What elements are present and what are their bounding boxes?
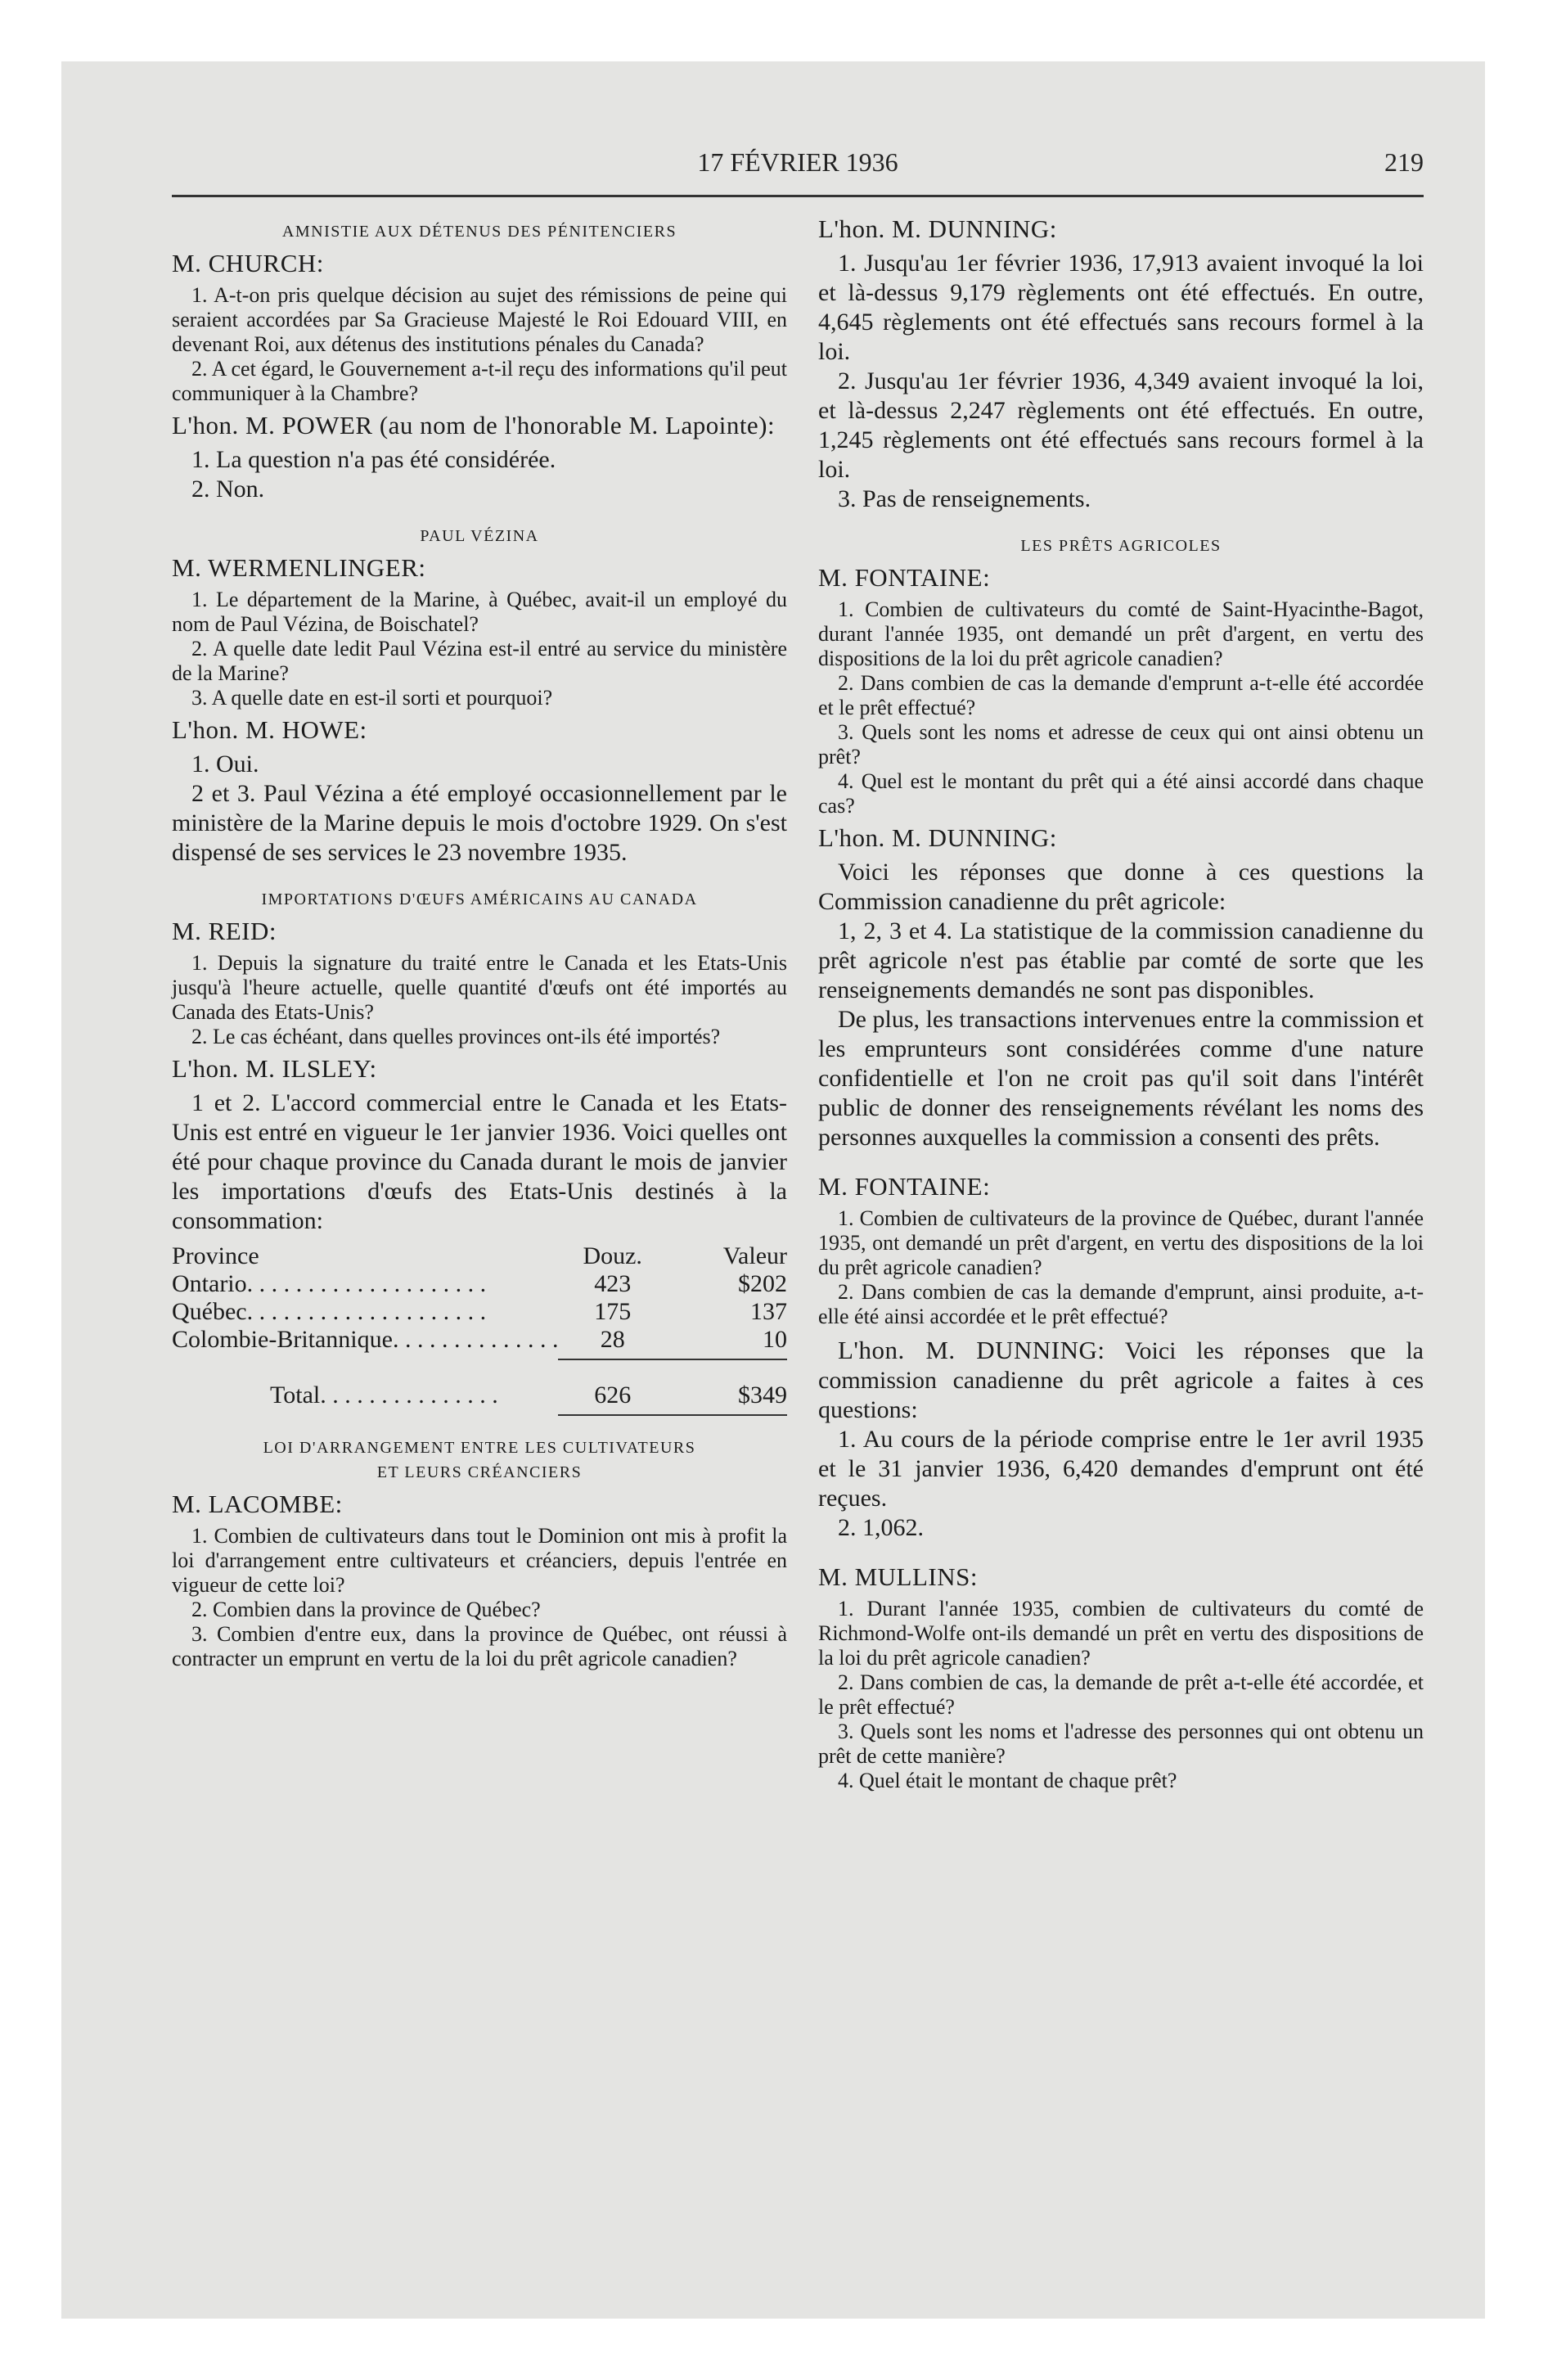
question: 2. Dans combien de cas la demande d'emprunt a-t-elle été accordée et le prêt effectué? [818, 671, 1424, 719]
answer-speaker: L'hon. M. ILSLEY: [172, 1054, 377, 1083]
table-total-row: Total. . . . . . . . . . . . . . . 626 $349 [172, 1359, 787, 1409]
table-cell: 423 [594, 1270, 632, 1297]
question: 1. Combien de cultivateurs dans tout le Dominion ont mis à profit la loi d'arrangement entre cultivateurs et créanciers, depuis l'entrée en vigueur de cette loi? [172, 1524, 787, 1597]
answer-speaker: L'hon. M. DUNNING: [838, 1336, 1105, 1364]
section-oeufs [172, 887, 787, 1416]
table-row: Ontario. . . . . . . . . . . . . . . . . . . . 423 $202 [172, 1270, 787, 1297]
section-mullins [818, 1562, 1424, 1793]
page-header [172, 147, 1424, 180]
answer-speaker: L'hon. M. DUNNING: [818, 823, 1057, 852]
table-header: Province [172, 1242, 259, 1269]
question: 4. Quel était le montant de chaque prêt? [838, 1769, 1177, 1792]
answer: Voici les réponses que donne à ces questions la Commission canadienne du prêt agricole: [818, 859, 1424, 915]
answer-speaker: L'hon. M. HOWE: [172, 715, 367, 744]
question: 1. Combien de cultivateurs de la province de Québec, durant l'année 1935, ont demandé un prêt d'argent, en vertu des dispositions de la loi du prêt agricole canadien? [818, 1206, 1424, 1279]
answer-speaker: L'hon. M. DUNNING: [818, 214, 1057, 243]
answer: 1. Au cours de la période comprise entre le 1er avril 1935 et le 31 janvier 1936, 6,420 demandes d'emprunt ont été reçues. [818, 1426, 1424, 1512]
section-arrangement [172, 1436, 787, 1671]
section-title: IMPORTATIONS D'ŒUFS AMÉRICAINS AU CANADA [261, 890, 698, 908]
table-row: Colombie-Britannique. . . . . . . . . . . . . . 28 10 [172, 1326, 787, 1353]
answer-speaker: L'hon. M. POWER (au nom de l'honorable M. Lapointe): [172, 411, 776, 439]
answer: 1. Oui. [191, 751, 259, 778]
table-cell: Colombie-Britannique [172, 1326, 393, 1353]
question: 2. A cet égard, le Gouvernement a-t-il reçu des informations qu'il peut communiquer à la Chambre? [172, 357, 787, 405]
page-date: 17 FÉVRIER 1936 [697, 147, 898, 177]
answer: 2. Jusqu'au 1er février 1936, 4,349 avaient invoqué la loi, et là-dessus 2,247 règlements ont été effectués. En outre, 1,245 règlements ont été effectués sans recours formel à la loi. [818, 367, 1424, 483]
question: 1. Depuis la signature du traité entre le Canada et les Etats-Unis jusqu'à l'heure actuelle, quelle quantité d'œufs ont été importés au Canada des Etats-Unis? [172, 951, 787, 1024]
answer: 3. Pas de renseignements. [838, 485, 1091, 512]
answer: De plus, les transactions intervenues entre la commission et les emprunteurs sont considérées comme d'une nature confidentielle et l'on ne croit pas qu'il soit dans l'intérêt public de donner des renseignements révélant les noms des personnes auxquelles la commission a consenti des prêts. [818, 1006, 1424, 1151]
answer: 2. 1,062. [838, 1514, 924, 1541]
table-header-row [172, 1242, 787, 1270]
egg-import-table [172, 1242, 787, 1416]
question: 1. Combien de cultivateurs du comté de Saint-Hyacinthe-Bagot, durant l'année 1935, ont demandé un prêt d'argent, en vertu des dispositions de la loi du prêt agricole canadien? [818, 597, 1424, 670]
section-dunning-answer [818, 214, 1424, 514]
question: 2. Dans combien de cas la demande d'emprunt, ainsi produite, a-t-elle été ainsi accordée et le prêt effectué? [818, 1280, 1424, 1328]
section-amnistie [172, 219, 787, 504]
answer-text: Voici les réponses que la commission canadienne du prêt agricole a faites à ces questions: [818, 1337, 1424, 1423]
speaker-name: M. WERMENLINGER: [172, 553, 426, 582]
question: 2. Combien dans la province de Québec? [191, 1598, 541, 1621]
speaker-name: M. CHURCH: [172, 249, 324, 277]
answer: 1, 2, 3 et 4. La statistique de la commission canadienne du prêt agricole n'est pas établie par comté de sorte que les renseignements demandés ne sont pas disponibles. [818, 917, 1424, 1003]
question: 2. A quelle date ledit Paul Vézina est-il entré au service du ministère de la Marine? [172, 637, 787, 685]
question: 3. Combien d'entre eux, dans la province de Québec, ont réussi à contracter un emprunt en vertu de la loi du prêt agricole canadien? [172, 1622, 787, 1670]
answer: 1. Jusqu'au 1er février 1936, 17,913 avaient invoqué la loi et là-dessus 9,179 règlements ont été effectués. En outre, 4,645 règlements ont été effectués sans recours formel à la loi. [818, 250, 1424, 365]
section-vezina [172, 524, 787, 868]
question: 4. Quel est le montant du prêt qui a été ainsi accordé dans chaque cas? [818, 769, 1424, 818]
table-cell: Québec [172, 1298, 247, 1325]
question: 3. Quels sont les noms et adresse de ceux qui ont ainsi obtenu un prêt? [818, 720, 1424, 769]
section-title: AMNISTIE AUX DÉTENUS DES PÉNITENCIERS [281, 223, 677, 241]
question: 2. Dans combien de cas, la demande de prêt a-t-elle été accordée, et le prêt effectué? [818, 1670, 1424, 1719]
speaker-name: M. REID: [172, 917, 277, 945]
answer: 1 et 2. L'accord commercial entre le Canada et les Etats-Unis est entré en vigueur le 1er janvier 1936. Voici quelles ont été pour chaque province du Canada durant le mois de janvier les importations d'œufs des Etats-Unis destinés à la consommation: [172, 1089, 787, 1234]
page-number: 219 [1384, 147, 1424, 177]
section-title-line2: ET LEURS CRÉANCIERS [376, 1463, 583, 1481]
table-cell: $202 [738, 1270, 787, 1297]
table-cell: 28 [600, 1326, 625, 1353]
section-fontaine-quebec [818, 1172, 1424, 1543]
table-rule [172, 1409, 787, 1415]
section-title: PAUL VÉZINA [420, 527, 539, 545]
speaker-name: M. LACOMBE: [172, 1490, 343, 1518]
section-title: LES PRÊTS AGRICOLES [1020, 537, 1222, 555]
table-total-label: Total [270, 1382, 321, 1409]
answer: 2. Non. [191, 476, 265, 503]
question: 1. Durant l'année 1935, combien de cultivateurs du comté de Richmond-Wolfe ont-ils demandé un prêt en vertu des dispositions de la loi du prêt agricole canadien? [818, 1597, 1424, 1670]
table-row: Québec. . . . . . . . . . . . . . . . . . . . 175 137 [172, 1298, 787, 1325]
section-prets-agricoles [818, 534, 1424, 1152]
table-cell: 175 [594, 1298, 632, 1325]
left-column [172, 214, 787, 1671]
right-column [818, 214, 1424, 1793]
speaker-name: M. FONTAINE: [818, 563, 991, 592]
question: 1. Le département de la Marine, à Québec, avait-il un employé du nom de Paul Vézina, de Boischatel? [172, 588, 787, 636]
question: 1. A-t-on pris quelque décision au sujet des rémissions de peine qui seraient accordées par Sa Gracieuse Majesté le Roi Edouard VIII, en devenant Roi, aux détenus des institutions pénales du Canada? [172, 283, 787, 356]
answer: 2 et 3. Paul Vézina a été employé occasionnellement par le ministère de la Marine depuis le mois d'octobre 1929. On s'est dispensé de ses services le 23 novembre 1935. [172, 780, 787, 866]
table-header: Valeur [722, 1242, 787, 1269]
section-title: LOI D'ARRANGEMENT ENTRE LES CULTIVATEURS [263, 1439, 696, 1457]
table-cell: 10 [763, 1326, 787, 1353]
question: 2. Le cas échéant, dans quelles provinces ont-ils été importés? [191, 1025, 721, 1048]
table-header: Douz. [583, 1242, 642, 1269]
speaker-name: M. FONTAINE: [818, 1172, 991, 1201]
table-total-valeur: $349 [738, 1382, 787, 1409]
header-rule [172, 195, 1424, 197]
question: 3. Quels sont les noms et l'adresse des personnes qui ont obtenu un prêt de cette manière? [818, 1720, 1424, 1768]
answer: 1. La question n'a pas été considérée. [191, 446, 556, 473]
table-total-douz: 626 [594, 1382, 632, 1409]
answer [818, 1336, 1424, 1425]
table-rule [172, 1354, 787, 1359]
speaker-name: M. MULLINS: [818, 1562, 978, 1591]
table-cell: Ontario [172, 1270, 247, 1297]
question: 3. A quelle date en est-il sorti et pourquoi? [191, 686, 553, 710]
table-cell: 137 [750, 1298, 787, 1325]
